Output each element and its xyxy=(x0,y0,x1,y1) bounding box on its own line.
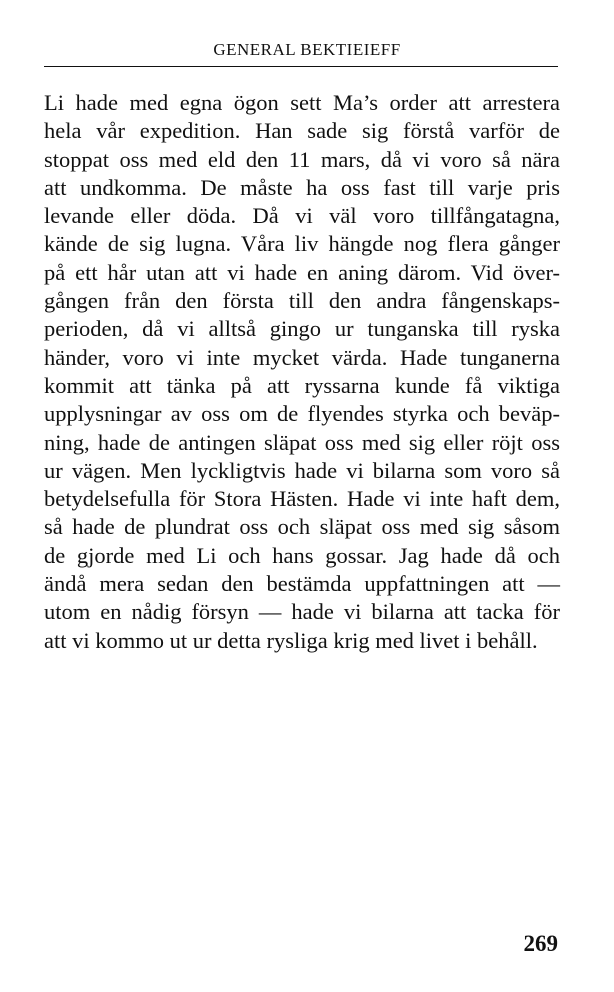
text-line: att undkomma. De måste ha oss fast till varje pris xyxy=(44,174,560,200)
running-head: GENERAL BEKTIEIEFF xyxy=(213,40,401,59)
header-rule xyxy=(44,66,558,67)
text-line: perioden, då vi alltså gingo ur tunganska till ryska xyxy=(44,316,560,342)
text-line: betydelsefulla för Stora Hästen. Hade vi inte haft dem, xyxy=(44,486,560,512)
text-line: upplysningar av oss om de flyendes styrka och beväp- xyxy=(44,401,560,427)
body-text xyxy=(44,89,560,655)
text-line: hela vår expedition. Han sade sig förstå varför de xyxy=(44,118,560,144)
text-line: stoppat oss med eld den 11 mars, då vi voro så nära xyxy=(44,146,560,172)
text-line: gången från den första till den andra fångenskaps- xyxy=(44,288,560,314)
text-line: kände de sig lugna. Våra liv hängde nog flera gånger xyxy=(44,231,560,257)
text-line: utom en nådig försyn — hade vi bilarna att tacka för xyxy=(44,599,560,625)
text-line: ändå mera sedan den bestämda uppfattningen att — xyxy=(44,571,560,597)
text-line: händer, voro vi inte mycket värda. Hade tunganerna xyxy=(44,344,560,370)
text-line: ning, hade de antingen släpat oss med sig eller röjt oss xyxy=(44,429,560,455)
text-line: Li hade med egna ögon sett Ma’s order att arrestera xyxy=(44,90,560,115)
text-line: kommit att tänka på att ryssarna kunde få viktiga xyxy=(44,372,560,398)
text-line: levande eller döda. Då vi väl voro tillfångatagna, xyxy=(44,203,560,229)
text-line: ur vägen. Men lyckligtvis hade vi bilarna som voro så xyxy=(44,457,560,483)
page-number: 269 xyxy=(523,931,558,956)
text-line: så hade de plundrat oss och släpat oss med sig såsom xyxy=(44,514,560,540)
text-line: på ett hår utan att vi hade en aning därom. Vid över- xyxy=(44,259,560,285)
text-line: de gjorde med Li och hans gossar. Jag hade då och xyxy=(44,542,560,568)
text-line: att vi kommo ut ur detta rysliga krig med livet i behåll. xyxy=(44,627,538,653)
